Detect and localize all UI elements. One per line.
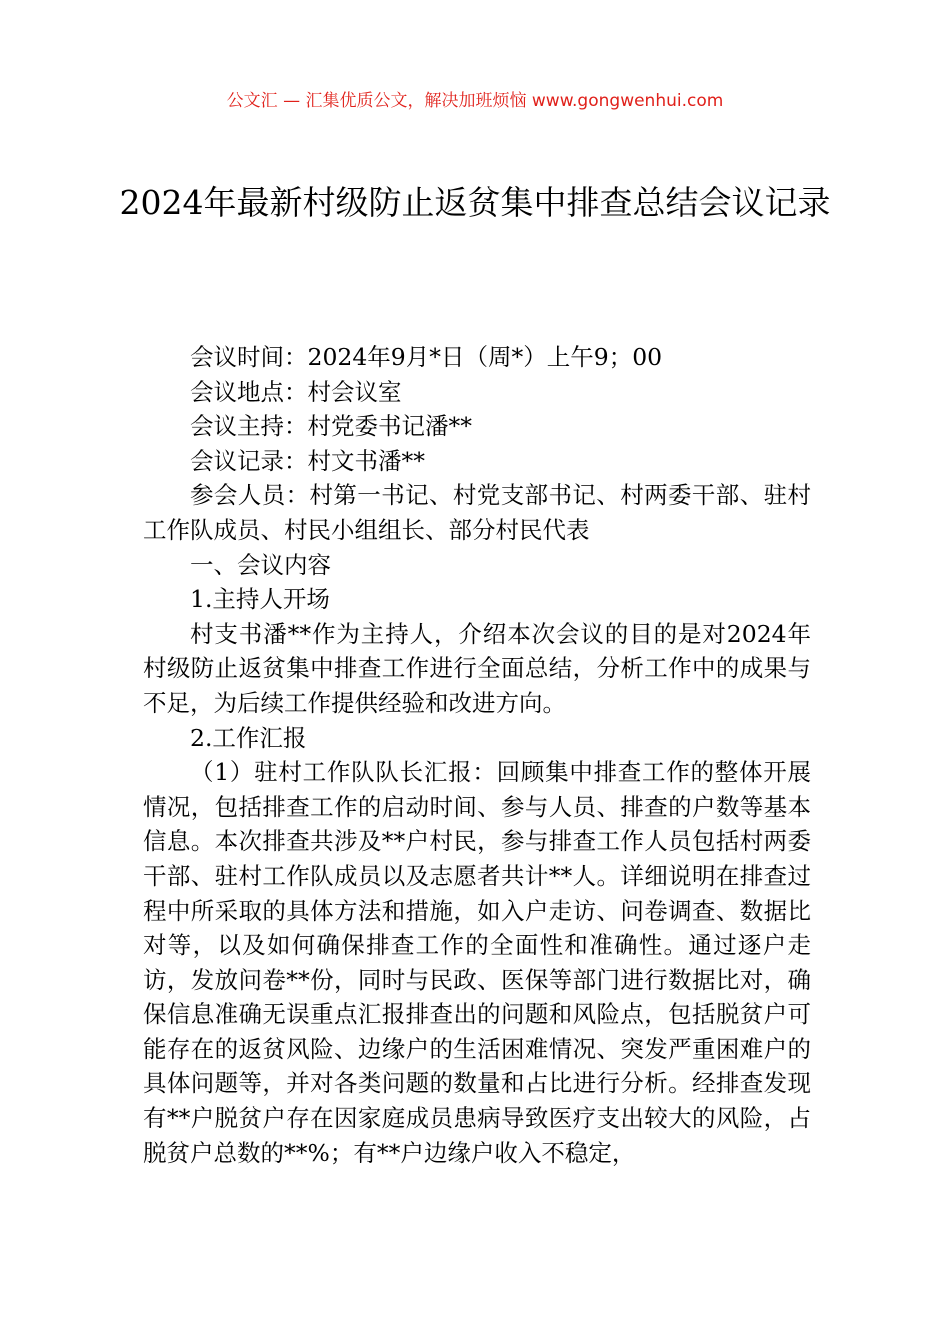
subheading-host-opening: 1.主持人开场 [190, 585, 330, 614]
meeting-time: 会议时间：2024年9月*日（周*）上午9；00 [190, 343, 663, 371]
subheading-work-report: 2.工作汇报 [190, 723, 307, 752]
document-title: 2024年最新村级防止返贫集中排查总结会议记录 [119, 183, 831, 222]
paragraph-work-report: （1）驻村工作队队长汇报：回顾集中排查工作的整体开展情况，包括排查工作的启动时间、参与人员、排查的户数等基本信息。本次排查共涉及**户村民，参与排查工作人员包括村两委干部、驻村工作队成员以及志愿者共计**人。详细说明在排查过程中所采取的具体方法和措施，如入户走访、问卷调查、数据比对等，以及如何确保排查工作的全面性和准确性。通过逐户走访，发放问卷**份，同时与民政、医保等部门进行数据比对，确保信息准确无误重点汇报排查出的问题和风险点，包括脱贫户可能存在的返贫风险、边缘户的生活困难情况、突发严重困难户的具体问题等，并对各类问题的数量和占比进行分析。经排查发现有**户脱贫户存在因家庭成员患病导致医疗支出较大的风险，占脱贫户总数的**%；有**户边缘户收入不稳定， [143, 758, 811, 1167]
meeting-host: 会议主持：村党委书记潘** [190, 412, 472, 441]
paragraph-host-opening: 村支书潘**作为主持人，介绍本次会议的目的是对2024年村级防止返贫集中排查工作进行全面总结，分析工作中的成果与不足，为后续工作提供经验和改进方向。 [143, 619, 811, 717]
meeting-attendees: 参会人员：村第一书记、村党支部书记、村两委干部、驻村工作队成员、村民小组组长、部分村民代表 [143, 481, 811, 544]
section-heading-content: 一、会议内容 [190, 550, 331, 579]
meeting-location: 会议地点：村会议室 [190, 377, 402, 406]
document-body [143, 340, 811, 1170]
watermark-banner: 公文汇 — 汇集优质公文，解决加班烦恼 www.gongwenhui.com [226, 91, 724, 111]
meeting-recorder: 会议记录：村文书潘** [190, 446, 425, 475]
